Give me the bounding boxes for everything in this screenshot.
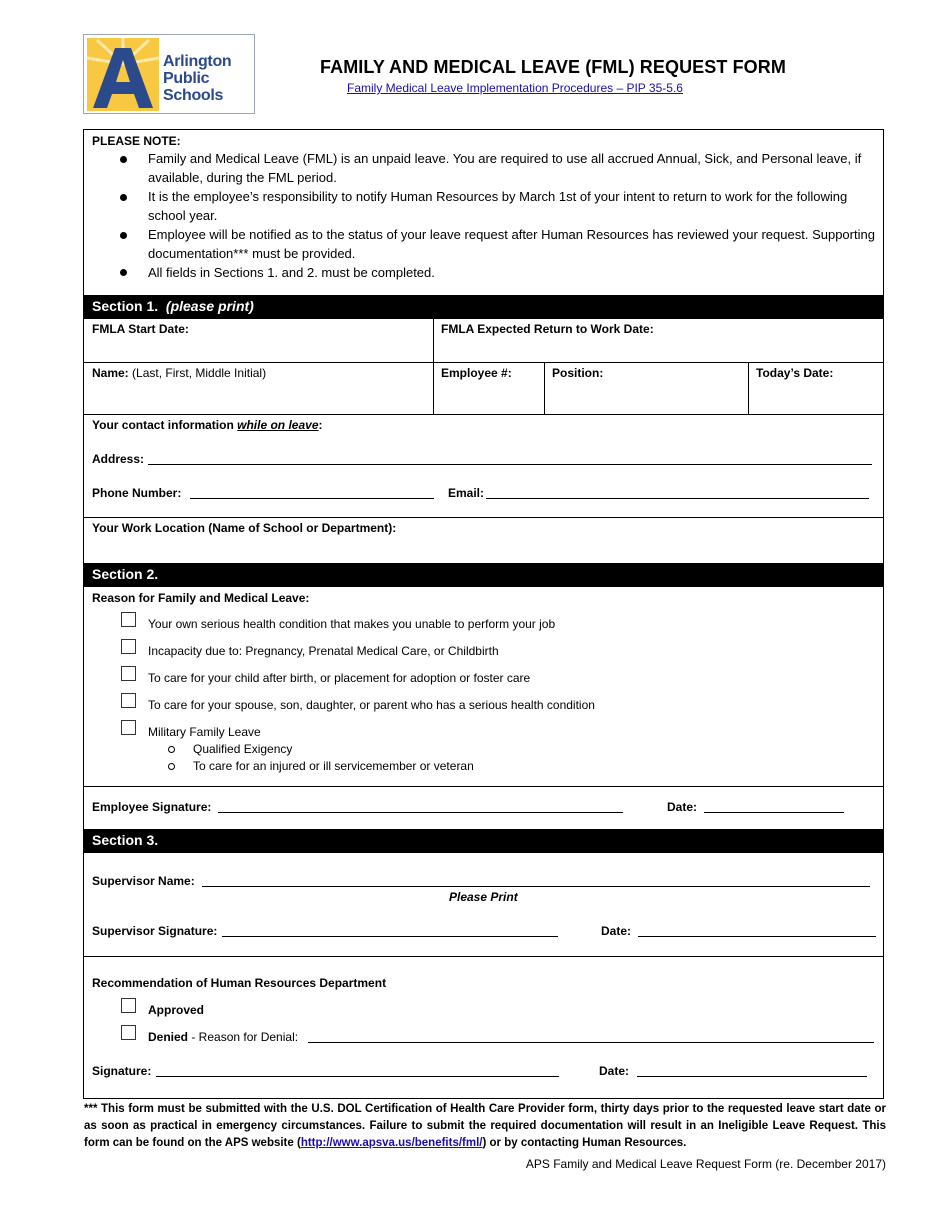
option-own-health: Your own serious health condition that makes you unable to perform your job — [148, 617, 556, 631]
please-print-hint: Please Print — [449, 890, 518, 904]
logo-a-mark — [87, 38, 159, 111]
checkbox-incapacity[interactable] — [121, 639, 136, 654]
checkbox-family-care[interactable] — [121, 693, 136, 708]
note-item-3: Employee will be notified as to the status of your leave request after Human Resources has reviewed your request. Supporting documentation*** must be provided. — [148, 227, 875, 261]
contact-info-label: Your contact information while on leave: — [92, 418, 323, 432]
hr-signature-label: Signature: — [92, 1064, 152, 1078]
form-box — [83, 129, 884, 1099]
supervisor-signature-field[interactable] — [222, 936, 558, 937]
address-field[interactable] — [148, 464, 872, 465]
email-label: Email: — [448, 486, 485, 500]
checkbox-denied[interactable] — [121, 1025, 136, 1040]
hr-recommendation-label: Recommendation of Human Resources Department — [92, 976, 387, 990]
checkbox-approved[interactable] — [121, 998, 136, 1013]
bullet-icon — [120, 156, 127, 163]
please-note-title: PLEASE NOTE: — [92, 134, 181, 148]
denial-reason-field[interactable] — [308, 1042, 874, 1043]
email-field[interactable] — [486, 498, 869, 499]
section-2-header: Section 2. — [84, 563, 883, 587]
section-1-header: Section 1. (please print) — [84, 295, 883, 319]
bullet-icon — [120, 269, 127, 276]
supervisor-date-field[interactable] — [638, 936, 876, 937]
fmla-return-date-label: FMLA Expected Return to Work Date: — [441, 322, 654, 336]
logo-wordmark: Arlington Public Schools — [163, 53, 232, 104]
employee-date-field[interactable] — [704, 812, 844, 813]
section-3-header: Section 3. — [84, 829, 883, 853]
hr-signature-field[interactable] — [156, 1076, 559, 1077]
circle-bullet-icon — [168, 763, 175, 770]
aps-logo — [83, 34, 255, 114]
option-incapacity: Incapacity due to: Pregnancy, Prenatal Medical Care, or Childbirth — [148, 644, 499, 658]
employee-number-label: Employee #: — [441, 366, 512, 380]
military-sub-exigency: Qualified Exigency — [193, 742, 293, 756]
approved-label: Approved — [148, 1003, 205, 1017]
employee-signature-field[interactable] — [218, 812, 623, 813]
fmla-start-date-label: FMLA Start Date: — [92, 322, 189, 336]
phone-field[interactable] — [190, 498, 434, 499]
bullet-icon — [120, 194, 127, 201]
phone-label: Phone Number: — [92, 486, 182, 500]
checkbox-military[interactable] — [121, 720, 136, 735]
todays-date-label: Today’s Date: — [756, 366, 834, 380]
military-sub-servicemember: To care for an injured or ill servicemember or veteran — [193, 759, 474, 773]
hr-date-field[interactable] — [637, 1076, 867, 1077]
address-label: Address: — [92, 452, 145, 466]
denied-label: Denied - Reason for Denial: — [148, 1030, 299, 1044]
checkbox-own-health[interactable] — [121, 612, 136, 627]
employee-signature-label: Employee Signature: — [92, 800, 212, 814]
supervisor-signature-label: Supervisor Signature: — [92, 924, 218, 938]
aps-website-link[interactable]: http://www.apsva.us/benefits/fml/ — [300, 1137, 483, 1149]
bullet-icon — [120, 232, 127, 239]
supervisor-name-label: Supervisor Name: — [92, 874, 195, 888]
supervisor-date-label: Date: — [601, 924, 632, 938]
supervisor-name-field[interactable] — [202, 886, 870, 887]
hr-date-label: Date: — [599, 1064, 630, 1078]
work-location-label: Your Work Location (Name of School or Department): — [92, 521, 397, 535]
form-revision: APS Family and Medical Leave Request Form (re. December 2017) — [525, 1157, 886, 1171]
name-label: Name: (Last, First, Middle Initial) — [92, 366, 267, 380]
procedures-link[interactable]: Family Medical Leave Implementation Procedures – PIP 35-5.6 — [347, 81, 683, 95]
reason-label: Reason for Family and Medical Leave: — [92, 591, 310, 605]
form-title: FAMILY AND MEDICAL LEAVE (FML) REQUEST FORM — [320, 57, 786, 77]
note-item-4: All fields in Sections 1. and 2. must be completed. — [148, 265, 435, 280]
position-label: Position: — [552, 366, 604, 380]
option-child-care: To care for your child after birth, or placement for adoption or foster care — [148, 671, 531, 685]
circle-bullet-icon — [168, 746, 175, 753]
checkbox-child-care[interactable] — [121, 666, 136, 681]
option-family-care: To care for your spouse, son, daughter, or parent who has a serious health condition — [148, 698, 595, 712]
option-military: Military Family Leave — [148, 725, 261, 739]
footnote: *** This form must be submitted with the U.S. DOL Certification of Health Care Provider form, thirty days prior to the requested leave start date or as soon as practical in emergency circumstances. Failure to submit the required documentation will result in an Ineligible Leave Request. This form can be found on the APS website (http://www.apsva.us/benefits/fml/) or by contacting Human Resources. — [84, 1103, 886, 1149]
employee-date-label: Date: — [667, 800, 698, 814]
note-item-2: It is the employee’s responsibility to notify Human Resources by March 1st of your intent to return to work for the following school year. — [148, 189, 848, 223]
note-item-1: Family and Medical Leave (FML) is an unpaid leave. You are required to use all accrued Annual, Sick, and Personal leave, if available, during the FML period. — [148, 151, 862, 185]
